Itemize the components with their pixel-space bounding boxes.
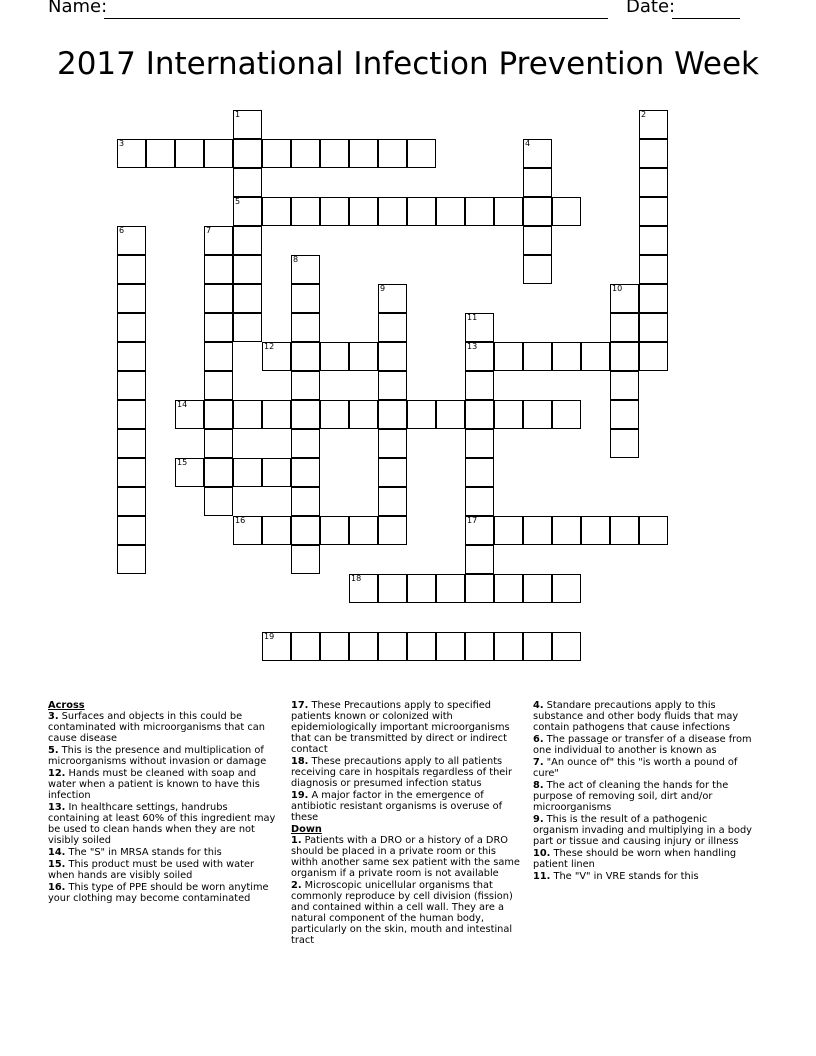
grid-cell[interactable] [349, 632, 378, 661]
grid-cell[interactable] [552, 342, 581, 371]
grid-cell[interactable] [581, 342, 610, 371]
clue-down [533, 757, 755, 779]
grid-cell[interactable] [378, 429, 407, 458]
clue-number: 2. [291, 880, 302, 891]
grid-cell[interactable] [320, 197, 349, 226]
grid-cell[interactable] [349, 139, 378, 168]
grid-cell[interactable] [465, 400, 494, 429]
grid-cell[interactable] [639, 226, 668, 255]
grid-cell[interactable] [117, 226, 146, 255]
grid-cell[interactable] [494, 400, 523, 429]
grid-cell[interactable] [204, 255, 233, 284]
clue-down [533, 780, 755, 813]
grid-cell[interactable] [233, 197, 262, 226]
grid-cell[interactable] [349, 197, 378, 226]
grid-cell[interactable] [523, 632, 552, 661]
cell-number: 3 [119, 139, 125, 148]
grid-cell[interactable] [291, 197, 320, 226]
grid-cell[interactable] [407, 400, 436, 429]
cell-number: 13 [467, 342, 478, 351]
grid-cell[interactable] [117, 139, 146, 168]
clues-column-1 [48, 700, 278, 905]
clue-across [48, 711, 278, 744]
date-label: Date: [626, 0, 676, 17]
cell-number: 15 [177, 458, 188, 467]
cell-number: 14 [177, 400, 188, 409]
grid-cell[interactable] [494, 197, 523, 226]
grid-cell[interactable] [378, 313, 407, 342]
clue-number: 9. [533, 814, 544, 825]
grid-cell[interactable] [378, 284, 407, 313]
clue-number: 12. [48, 768, 66, 779]
grid-cell[interactable] [262, 632, 291, 661]
grid-cell[interactable] [378, 400, 407, 429]
grid-cell[interactable] [291, 139, 320, 168]
clue-text: Hands must be cleaned with soap and water when a patient is known to have this infection [48, 768, 260, 801]
grid-cell[interactable] [465, 487, 494, 516]
grid-cell[interactable] [204, 400, 233, 429]
grid-cell[interactable] [639, 284, 668, 313]
cell-number: 16 [235, 516, 246, 525]
grid-cell[interactable] [262, 139, 291, 168]
cell-number: 9 [380, 284, 386, 293]
grid-cell[interactable] [378, 139, 407, 168]
grid-cell[interactable] [436, 574, 465, 603]
cell-number: 1 [235, 110, 241, 119]
grid-cell[interactable] [639, 168, 668, 197]
clue-text: These Precautions apply to specified patients known or colonized with epidemiologically important microorganisms that can be transmitted by direct or indirect contact [291, 700, 510, 755]
grid-cell[interactable] [233, 139, 262, 168]
clue-number: 10. [533, 848, 551, 859]
grid-cell[interactable] [233, 226, 262, 255]
clue-number: 3. [48, 711, 59, 722]
grid-cell[interactable] [204, 429, 233, 458]
clue-text: This is the result of a pathogenic organism invading and multiplying in a body part or tissue and causing injury or illness [533, 814, 752, 847]
grid-cell[interactable] [610, 516, 639, 545]
clue-text: Patients with a DRO or a history of a DRO should be placed in a private room or this withh another same sex patient with the same organism if a private room is not available [291, 835, 520, 879]
clue-across [48, 802, 278, 846]
grid-cell[interactable] [639, 197, 668, 226]
clue-across [291, 700, 523, 755]
grid-cell[interactable] [262, 458, 291, 487]
clue-number: 17. [291, 700, 309, 711]
clue-number: 18. [291, 756, 309, 767]
cell-number: 12 [264, 342, 275, 351]
grid-cell[interactable] [465, 545, 494, 574]
grid-cell[interactable] [262, 342, 291, 371]
cell-number: 5 [235, 197, 241, 206]
clue-across [48, 859, 278, 881]
grid-cell[interactable] [117, 342, 146, 371]
clue-text: These precautions apply to all patients receiving care in hospitals regardless of their diagnosis or presumed infection status [291, 756, 513, 789]
grid-cell[interactable] [465, 342, 494, 371]
clue-number: 6. [533, 734, 544, 745]
clue-across [48, 882, 278, 904]
grid-cell[interactable] [523, 400, 552, 429]
grid-cell[interactable] [320, 139, 349, 168]
clue-number: 4. [533, 700, 544, 711]
grid-cell[interactable] [204, 313, 233, 342]
grid-cell[interactable] [639, 255, 668, 284]
clue-down [533, 734, 755, 756]
clue-text: "An ounce of" this "is worth a pound of cure" [533, 757, 738, 779]
grid-cell[interactable] [175, 400, 204, 429]
grid-cell[interactable] [465, 313, 494, 342]
grid-cell[interactable] [291, 255, 320, 284]
across-heading: Across [48, 700, 85, 711]
cell-number: 6 [119, 226, 125, 235]
clue-text: The "S" in MRSA stands for this [68, 847, 222, 858]
grid-cell[interactable] [523, 255, 552, 284]
grid-cell[interactable] [117, 487, 146, 516]
grid-cell[interactable] [378, 342, 407, 371]
grid-cell[interactable] [204, 371, 233, 400]
grid-cell[interactable] [117, 255, 146, 284]
clue-text: Standare precautions apply to this substance and other body fluids that may contain pathogens that cause infections [533, 700, 739, 733]
clue-across [48, 847, 278, 858]
grid-cell[interactable] [291, 371, 320, 400]
clue-text: The passage or transfer of a disease from one individual to another is known as [533, 734, 752, 756]
grid-cell[interactable] [639, 342, 668, 371]
clue-down [533, 814, 755, 847]
clue-text: This type of PPE should be worn anytime your clothing may become contaminated [48, 882, 269, 904]
grid-cell[interactable] [639, 516, 668, 545]
grid-cell[interactable] [233, 110, 262, 139]
grid-cell[interactable] [465, 371, 494, 400]
grid-cell[interactable] [117, 284, 146, 313]
grid-cell[interactable] [552, 632, 581, 661]
grid-cell[interactable] [552, 197, 581, 226]
clue-across [48, 745, 278, 767]
grid-cell[interactable] [291, 545, 320, 574]
clue-text: The act of cleaning the hands for the purpose of removing soil, dirt and/or microorganisms [533, 780, 729, 813]
cell-number: 10 [612, 284, 623, 293]
grid-cell[interactable] [291, 429, 320, 458]
clue-text: These should be worn when handling patient linen [533, 848, 737, 870]
grid-cell[interactable] [117, 400, 146, 429]
grid-cell[interactable] [378, 458, 407, 487]
grid-cell[interactable] [436, 632, 465, 661]
grid-cell[interactable] [262, 197, 291, 226]
grid-cell[interactable] [407, 197, 436, 226]
grid-cell[interactable] [378, 371, 407, 400]
grid-cell[interactable] [175, 458, 204, 487]
grid-cell[interactable] [117, 516, 146, 545]
grid-cell[interactable] [320, 400, 349, 429]
grid-cell[interactable] [378, 574, 407, 603]
grid-cell[interactable] [291, 342, 320, 371]
grid-cell[interactable] [204, 226, 233, 255]
grid-cell[interactable] [523, 516, 552, 545]
grid-cell[interactable] [146, 139, 175, 168]
grid-cell[interactable] [610, 400, 639, 429]
grid-cell[interactable] [639, 139, 668, 168]
clues-column-3 [533, 700, 755, 883]
grid-cell[interactable] [552, 516, 581, 545]
clue-text: The "V" in VRE stands for this [553, 871, 699, 882]
clue-down [533, 871, 755, 882]
grid-cell[interactable] [407, 632, 436, 661]
grid-cell[interactable] [320, 516, 349, 545]
clue-text: A major factor in the emergence of antibiotic resistant organisms is overuse of these [291, 790, 503, 823]
grid-cell[interactable] [291, 458, 320, 487]
grid-cell[interactable] [581, 516, 610, 545]
cell-number: 2 [641, 110, 647, 119]
grid-cell[interactable] [610, 342, 639, 371]
grid-cell[interactable] [523, 139, 552, 168]
grid-cell[interactable] [465, 429, 494, 458]
grid-cell[interactable] [117, 371, 146, 400]
grid-cell[interactable] [523, 226, 552, 255]
cell-number: 4 [525, 139, 531, 148]
grid-cell[interactable] [262, 400, 291, 429]
grid-cell[interactable] [291, 400, 320, 429]
grid-cell[interactable] [233, 313, 262, 342]
cell-number: 17 [467, 516, 478, 525]
grid-cell[interactable] [262, 516, 291, 545]
clue-number: 8. [533, 780, 544, 791]
clues-column-2 [291, 700, 523, 947]
grid-cell[interactable] [233, 458, 262, 487]
grid-cell[interactable] [407, 574, 436, 603]
grid-cell[interactable] [523, 197, 552, 226]
clue-text: This is the presence and multiplication of microorganisms without invasion or damage [48, 745, 267, 767]
clue-number: 5. [48, 745, 59, 756]
grid-cell[interactable] [465, 516, 494, 545]
clue-number: 7. [533, 757, 544, 768]
clue-number: 14. [48, 847, 66, 858]
grid-cell[interactable] [204, 458, 233, 487]
name-label: Name: [48, 0, 108, 17]
clue-across [291, 756, 523, 789]
clue-across [48, 768, 278, 801]
grid-cell[interactable] [349, 400, 378, 429]
clue-text: In healthcare settings, handrubs containing at least 60% of this ingredient may be used to clean hands when they are not visibly soiled [48, 802, 276, 846]
page-title: 2017 International Infection Prevention Week [56, 46, 760, 82]
grid-cell[interactable] [233, 284, 262, 313]
clue-down [291, 880, 523, 946]
clue-across [291, 790, 523, 823]
grid-cell[interactable] [349, 342, 378, 371]
grid-cell[interactable] [639, 110, 668, 139]
grid-cell[interactable] [291, 632, 320, 661]
grid-cell[interactable] [552, 574, 581, 603]
grid-cell[interactable] [494, 574, 523, 603]
grid-cell[interactable] [349, 516, 378, 545]
grid-cell[interactable] [291, 516, 320, 545]
grid-cell[interactable] [465, 632, 494, 661]
grid-cell[interactable] [639, 313, 668, 342]
grid-cell[interactable] [349, 574, 378, 603]
clue-number: 11. [533, 871, 551, 882]
grid-cell[interactable] [291, 284, 320, 313]
cell-number: 7 [206, 226, 212, 235]
down-heading: Down [291, 824, 322, 835]
clue-number: 15. [48, 859, 66, 870]
grid-cell[interactable] [204, 487, 233, 516]
grid-cell[interactable] [465, 197, 494, 226]
grid-cell[interactable] [204, 139, 233, 168]
grid-cell[interactable] [552, 400, 581, 429]
grid-cell[interactable] [494, 516, 523, 545]
clue-number: 1. [291, 835, 302, 846]
clue-text: Microscopic unicellular organisms that commonly reproduce by cell division (fission) and contained within a cell wall. They are a natural component of the human body, particularly on the skin, mouth and intestinal tract [291, 880, 513, 946]
cell-number: 8 [293, 255, 299, 264]
cell-number: 11 [467, 313, 478, 322]
clue-text: This product must be used with water when hands are visibly soiled [48, 859, 255, 881]
clue-number: 19. [291, 790, 309, 801]
clue-down [533, 848, 755, 870]
grid-cell[interactable] [320, 342, 349, 371]
grid-cell[interactable] [291, 487, 320, 516]
grid-cell[interactable] [117, 545, 146, 574]
grid-cell[interactable] [378, 487, 407, 516]
grid-cell[interactable] [436, 197, 465, 226]
grid-cell[interactable] [523, 574, 552, 603]
grid-cell[interactable] [610, 313, 639, 342]
grid-cell[interactable] [378, 197, 407, 226]
grid-cell[interactable] [407, 139, 436, 168]
grid-cell[interactable] [523, 168, 552, 197]
grid-cell[interactable] [233, 255, 262, 284]
grid-cell[interactable] [320, 632, 349, 661]
grid-cell[interactable] [117, 429, 146, 458]
grid-cell[interactable] [117, 458, 146, 487]
grid-cell[interactable] [610, 284, 639, 313]
clue-down [533, 700, 755, 733]
grid-cell[interactable] [378, 516, 407, 545]
grid-cell[interactable] [610, 429, 639, 458]
cell-number: 19 [264, 632, 275, 641]
grid-cell[interactable] [436, 400, 465, 429]
grid-cell[interactable] [233, 168, 262, 197]
grid-cell[interactable] [378, 632, 407, 661]
grid-cell[interactable] [117, 313, 146, 342]
grid-cell[interactable] [233, 516, 262, 545]
clue-number: 16. [48, 882, 66, 893]
grid-cell[interactable] [204, 284, 233, 313]
clue-text: Surfaces and objects in this could be contaminated with microorganisms that can cause disease [48, 711, 265, 744]
grid-cell[interactable] [204, 342, 233, 371]
cell-number: 18 [351, 574, 362, 583]
grid-cell[interactable] [610, 371, 639, 400]
grid-cell[interactable] [494, 342, 523, 371]
grid-cell[interactable] [465, 458, 494, 487]
grid-cell[interactable] [465, 574, 494, 603]
clue-number: 13. [48, 802, 66, 813]
grid-cell[interactable] [494, 632, 523, 661]
grid-cell[interactable] [523, 342, 552, 371]
grid-cell[interactable] [291, 313, 320, 342]
grid-cell[interactable] [233, 400, 262, 429]
clue-down [291, 835, 523, 879]
grid-cell[interactable] [175, 139, 204, 168]
